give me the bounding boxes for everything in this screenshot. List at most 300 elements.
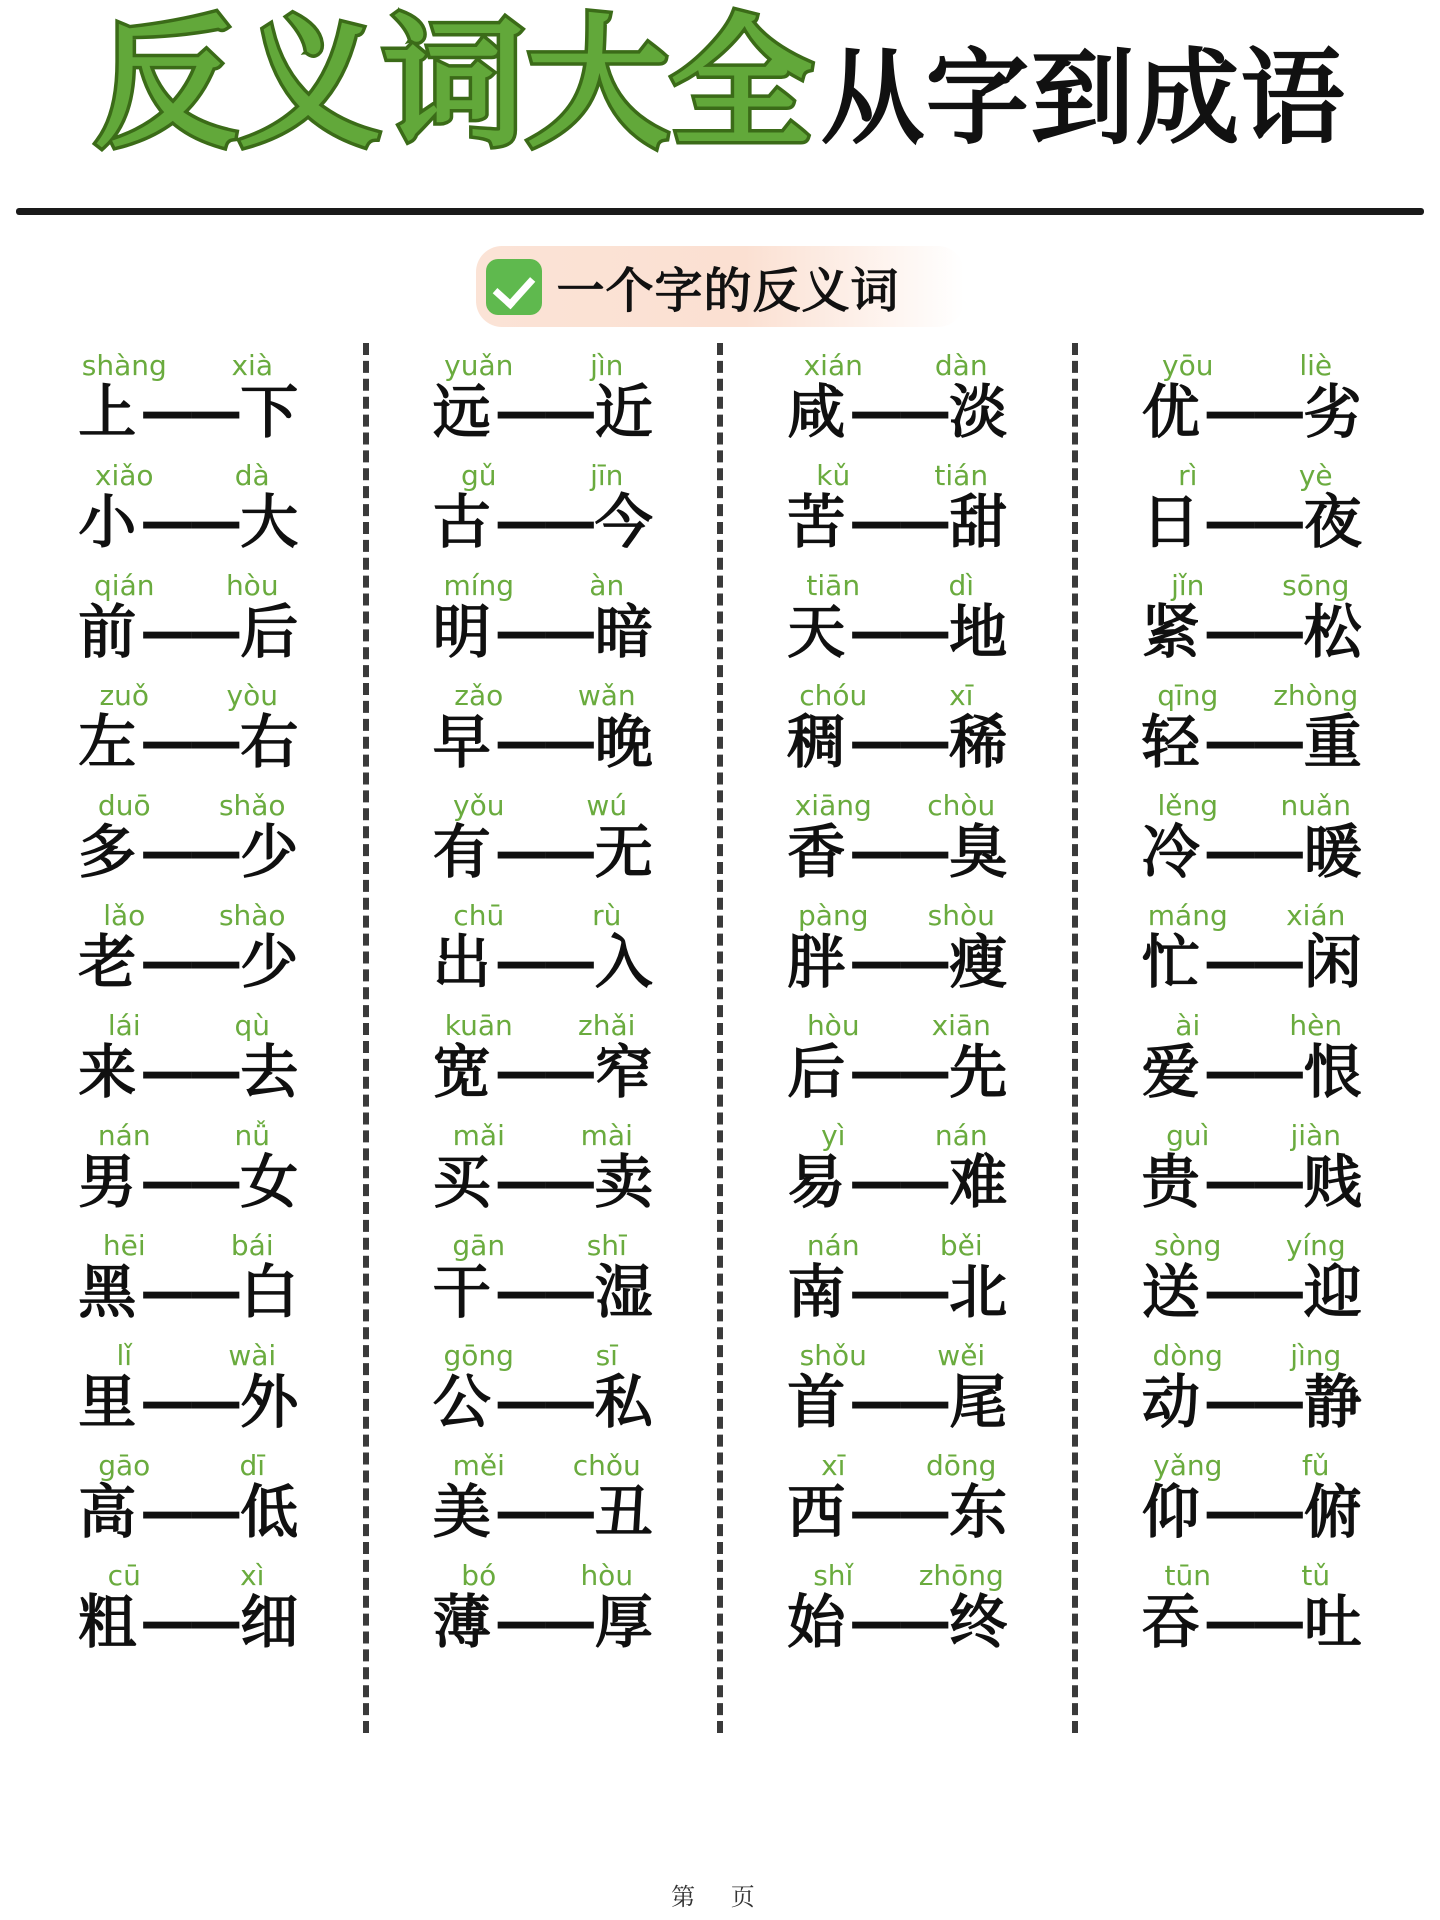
hanzi-row [431,1257,655,1326]
hanzi-right: 暗 [594,597,653,666]
pinyin-right: dì [948,568,975,602]
hanzi-left: 始 [787,1587,846,1656]
hanzi-right: 地 [949,597,1008,666]
antonym-pair [379,1329,708,1439]
pinyin-left: pàng [798,898,869,932]
hanzi-left: 忙 [1141,927,1200,996]
pair-separator: —— [1203,1369,1300,1433]
antonym-pair [24,449,353,559]
hanzi-right: 难 [949,1147,1008,1216]
pair-separator: —— [849,1149,946,1213]
pinyin-left: xiāng [794,788,872,822]
pair-separator: —— [140,1149,237,1213]
hanzi-right: 瘦 [949,927,1008,996]
pair-separator: —— [1203,1479,1300,1543]
hanzi-row [785,1477,1009,1546]
antonym-pair [1088,1439,1417,1549]
antonym-pair [379,889,708,999]
antonym-pair [24,1329,353,1439]
pinyin-right: dà [234,458,270,492]
section-banner-inner [476,246,963,327]
pinyin-right: tián [934,458,989,492]
hanzi-row [431,1367,655,1436]
pair-separator: —— [1203,1589,1300,1653]
pair-separator: —— [1203,929,1300,993]
pair-separator: —— [140,819,237,883]
pinyin-left: cū [107,1558,141,1592]
pinyin-right: shòu [927,898,995,932]
pinyin-row [1088,1336,1417,1370]
hanzi-left: 宽 [432,1037,491,1106]
hanzi-row [1140,1367,1364,1436]
pair-separator: —— [849,1039,946,1103]
pinyin-left: xián [803,348,863,382]
hanzi-left: 男 [78,1147,137,1216]
hanzi-row [1140,927,1364,996]
pinyin-right: sōng [1282,568,1350,602]
pair-separator: —— [140,599,237,663]
hanzi-right: 少 [240,817,299,886]
hanzi-row [76,1367,300,1436]
pinyin-right: wú [586,788,628,822]
title-row [14,2,1426,167]
pinyin-left: gǔ [460,458,497,492]
pair-separator: —— [1203,599,1300,663]
pair-separator: —— [494,1589,591,1653]
pair-separator: —— [1203,819,1300,883]
hanzi-row [76,597,300,666]
pinyin-left: yuǎn [444,348,514,382]
hanzi-left: 优 [1141,377,1200,446]
pinyin-right: xì [240,1558,265,1592]
pinyin-left: xī [821,1448,846,1482]
hanzi-left: 古 [432,487,491,556]
pinyin-row [24,1336,353,1370]
pinyin-row [379,786,708,820]
antonym-pair [24,1109,353,1219]
pinyin-left: yì [821,1118,846,1152]
hanzi-left: 仰 [1141,1477,1200,1546]
pair-separator: —— [140,929,237,993]
column-divider [1072,343,1078,1733]
antonym-column-4 [1088,339,1417,1733]
pinyin-row [1088,896,1417,930]
hanzi-left: 吞 [1141,1587,1200,1656]
hanzi-left: 早 [432,707,491,776]
pinyin-left: chóu [799,678,868,712]
hanzi-left: 买 [432,1147,491,1216]
pinyin-right: shǎo [218,788,286,822]
hanzi-left: 粗 [78,1587,137,1656]
antonym-pair [733,559,1062,669]
pair-separator: —— [140,1039,237,1103]
antonym-pair [1088,1329,1417,1439]
antonym-pair [379,1219,708,1329]
pinyin-right: jīn [590,458,624,492]
pinyin-left: gōng [443,1338,514,1372]
pair-separator: —— [494,599,591,663]
antonym-pair [733,1109,1062,1219]
pinyin-right: yòu [226,678,278,712]
pinyin-row [733,1446,1062,1480]
pair-separator: —— [494,1039,591,1103]
pinyin-row [24,1446,353,1480]
pinyin-right: nǚ [234,1118,270,1152]
hanzi-right: 去 [240,1037,299,1106]
hanzi-left: 苦 [787,487,846,556]
hanzi-row [785,1037,1009,1106]
hanzi-left: 美 [432,1477,491,1546]
pair-separator: —— [140,709,237,773]
title-block [14,0,1426,224]
pinyin-left: sòng [1154,1228,1222,1262]
hanzi-row [785,1147,1009,1216]
hanzi-left: 多 [78,817,137,886]
hanzi-left: 高 [78,1477,137,1546]
hanzi-row [785,927,1009,996]
antonym-pair [733,669,1062,779]
antonym-pair [379,559,708,669]
pinyin-row [733,1006,1062,1040]
hanzi-left: 前 [78,597,137,666]
pinyin-right: wǎn [577,678,636,712]
antonym-pair [733,449,1062,559]
pair-separator: —— [849,1259,946,1323]
antonym-pair [24,1549,353,1659]
pinyin-row [379,566,708,600]
hanzi-right: 下 [240,377,299,446]
pair-separator: —— [494,709,591,773]
pinyin-row [1088,676,1417,710]
pinyin-left: xiǎo [94,458,154,492]
hanzi-left: 首 [787,1367,846,1436]
pinyin-left: duō [97,788,151,822]
hanzi-left: 动 [1141,1367,1200,1436]
antonym-pair [733,999,1062,1109]
pinyin-left: gāo [98,1448,151,1482]
antonym-pair [1088,779,1417,889]
hanzi-right: 白 [240,1257,299,1326]
pinyin-row [1088,786,1417,820]
hanzi-right: 暖 [1303,817,1362,886]
pinyin-row [379,1116,708,1150]
pinyin-row [24,676,353,710]
antonym-pair [24,669,353,779]
hanzi-row [76,707,300,776]
hanzi-row [1140,817,1364,886]
pinyin-left: qīng [1157,678,1219,712]
pinyin-row [733,1116,1062,1150]
hanzi-row [1140,1037,1364,1106]
hanzi-right: 静 [1303,1367,1362,1436]
antonym-pair [1088,449,1417,559]
hanzi-row [785,1257,1009,1326]
hanzi-row [76,487,300,556]
hanzi-left: 干 [432,1257,491,1326]
pinyin-left: zuǒ [99,678,150,712]
pair-separator: —— [140,379,237,443]
pinyin-left: qián [94,568,155,602]
hanzi-left: 左 [78,707,137,776]
pinyin-left: lǐ [116,1338,133,1372]
pair-separator: —— [849,1479,946,1543]
pair-separator: —— [1203,1259,1300,1323]
column-divider [363,343,369,1733]
hanzi-row [431,1587,655,1656]
hanzi-row [431,487,655,556]
pair-separator: —— [1203,1039,1300,1103]
pinyin-row [1088,456,1417,490]
pinyin-left: rì [1178,458,1198,492]
pinyin-left: bó [461,1558,497,1592]
check-icon [486,259,542,315]
pinyin-right: xiān [931,1008,991,1042]
hanzi-left: 日 [1141,487,1200,556]
hanzi-row [76,377,300,446]
pinyin-row [379,1446,708,1480]
pinyin-row [1088,1006,1417,1040]
antonym-pair [379,779,708,889]
page-subtitle: 从字到成语 [820,37,1346,159]
pair-separator: —— [494,489,591,553]
hanzi-row [785,597,1009,666]
hanzi-right: 无 [594,817,653,886]
hanzi-row [785,817,1009,886]
hanzi-left: 薄 [432,1587,491,1656]
pair-separator: —— [140,1479,237,1543]
hanzi-right: 吐 [1303,1587,1362,1656]
antonym-pair [1088,1549,1417,1659]
pair-separator: —— [494,1369,591,1433]
hanzi-left: 西 [787,1477,846,1546]
antonym-pair [733,1439,1062,1549]
pinyin-right: yíng [1285,1228,1346,1262]
pinyin-left: dòng [1152,1338,1223,1372]
pinyin-left: ài [1175,1008,1201,1042]
hanzi-row [76,1257,300,1326]
hanzi-left: 有 [432,817,491,886]
hanzi-row [431,1477,655,1546]
antonym-pair [379,999,708,1109]
pinyin-right: sī [595,1338,618,1372]
hanzi-left: 轻 [1141,707,1200,776]
pinyin-right: fǔ [1301,1448,1330,1482]
pinyin-row [733,1336,1062,1370]
antonym-pair [379,1439,708,1549]
antonym-pair [24,339,353,449]
hanzi-right: 大 [240,487,299,556]
antonym-pair [733,889,1062,999]
hanzi-row [431,817,655,886]
pinyin-right: zhōng [918,1558,1004,1592]
antonym-column-3 [733,339,1062,1733]
pair-separator: —— [140,1589,237,1653]
pinyin-right: hòu [580,1558,634,1592]
pair-separator: —— [849,599,946,663]
hanzi-right: 丑 [594,1477,653,1546]
hanzi-row [1140,1477,1364,1546]
pinyin-row [24,566,353,600]
pinyin-right: nuǎn [1280,788,1351,822]
hanzi-right: 厚 [594,1587,653,1656]
hanzi-row [431,597,655,666]
hanzi-right: 晚 [594,707,653,776]
pinyin-right: yè [1298,458,1333,492]
hanzi-left: 香 [787,817,846,886]
page-footer: 第 页 [671,1883,769,1911]
hanzi-row [76,1587,300,1656]
hanzi-right: 东 [949,1477,1008,1546]
pinyin-row [24,1116,353,1150]
hanzi-left: 出 [432,927,491,996]
hanzi-left: 公 [432,1367,491,1436]
hanzi-row [76,1037,300,1106]
pinyin-right: liè [1299,348,1333,382]
pinyin-row [733,566,1062,600]
hanzi-right: 低 [240,1477,299,1546]
antonym-pair [1088,339,1417,449]
pair-separator: —— [494,379,591,443]
pinyin-row [733,1226,1062,1260]
pair-separator: —— [494,1259,591,1323]
pinyin-row [733,676,1062,710]
pair-separator: —— [1203,379,1300,443]
hanzi-right: 后 [240,597,299,666]
antonym-column-2 [379,339,708,1733]
pinyin-row [733,346,1062,380]
pair-separator: —— [494,1149,591,1213]
antonym-pair [24,1219,353,1329]
hanzi-right: 先 [949,1037,1008,1106]
hanzi-left: 咸 [787,377,846,446]
hanzi-right: 北 [949,1257,1008,1326]
hanzi-left: 爱 [1141,1037,1200,1106]
pinyin-left: shǒu [799,1338,867,1372]
antonym-pair [24,999,353,1109]
antonym-pair [24,1439,353,1549]
pinyin-row [1088,566,1417,600]
pinyin-row [379,1556,708,1590]
hanzi-right: 尾 [949,1367,1008,1436]
hanzi-right: 私 [594,1367,653,1436]
hanzi-row [785,377,1009,446]
hanzi-row [76,1147,300,1216]
pinyin-left: yōu [1162,348,1214,382]
pinyin-left: lái [107,1008,141,1042]
hanzi-right: 卖 [594,1147,653,1216]
hanzi-row [1140,1147,1364,1216]
pinyin-left: nán [97,1118,151,1152]
hanzi-left: 来 [78,1037,137,1106]
pinyin-row [733,786,1062,820]
pinyin-right: hèn [1289,1008,1343,1042]
hanzi-left: 黑 [78,1257,137,1326]
antonym-pair [1088,1109,1417,1219]
pair-separator: —— [849,489,946,553]
pinyin-left: míng [443,568,515,602]
hanzi-row [1140,377,1364,446]
hanzi-row [431,707,655,776]
hanzi-left: 后 [787,1037,846,1106]
hanzi-right: 淡 [949,377,1008,446]
antonym-pair [1088,999,1417,1109]
antonym-column-1 [24,339,353,1733]
hanzi-right: 今 [594,487,653,556]
pinyin-row [379,346,708,380]
hanzi-row [785,1587,1009,1656]
pinyin-row [1088,1226,1417,1260]
pinyin-row [24,1006,353,1040]
pinyin-left: hòu [806,1008,860,1042]
hanzi-right: 窄 [594,1037,653,1106]
pair-separator: —— [140,489,237,553]
pinyin-right: nán [934,1118,988,1152]
hanzi-row [1140,1257,1364,1326]
hanzi-left: 送 [1141,1257,1200,1326]
pinyin-right: dàn [934,348,988,382]
pinyin-right: xī [949,678,974,712]
pinyin-row [24,346,353,380]
antonym-pair [733,1549,1062,1659]
hanzi-row [785,707,1009,776]
pinyin-right: jìng [1290,1338,1342,1372]
hanzi-right: 终 [949,1587,1008,1656]
pair-separator: —— [849,1589,946,1653]
pinyin-right: chǒu [572,1448,641,1482]
pinyin-row [733,456,1062,490]
hanzi-left: 小 [78,487,137,556]
pinyin-row [1088,1116,1417,1150]
hanzi-row [785,1367,1009,1436]
pinyin-left: jǐn [1171,568,1205,602]
hanzi-right: 俯 [1303,1477,1362,1546]
pinyin-right: shī [586,1228,627,1262]
hanzi-left: 胖 [787,927,846,996]
hanzi-left: 里 [78,1367,137,1436]
hanzi-row [431,927,655,996]
section-banner [14,246,1426,327]
pinyin-left: hēi [102,1228,146,1262]
pair-separator: —— [494,929,591,993]
pinyin-row [1088,1446,1417,1480]
antonym-pair [1088,1219,1417,1329]
pinyin-right: tǔ [1301,1558,1331,1592]
pinyin-right: bái [230,1228,274,1262]
pinyin-right: chòu [927,788,996,822]
pinyin-row [379,1226,708,1260]
pinyin-left: shǐ [813,1558,854,1592]
pinyin-right: xià [231,348,273,382]
hanzi-right: 恨 [1303,1037,1362,1106]
antonym-pair [379,669,708,779]
antonym-pair [24,559,353,669]
pair-separator: —— [494,1479,591,1543]
pinyin-row [379,1336,708,1370]
hanzi-row [785,487,1009,556]
column-divider [717,343,723,1733]
antonym-pair [1088,889,1417,999]
pair-separator: —— [849,819,946,883]
hanzi-right: 右 [240,707,299,776]
hanzi-right: 臭 [949,817,1008,886]
pinyin-row [379,1006,708,1040]
pinyin-left: lěng [1157,788,1219,822]
pinyin-right: xián [1286,898,1346,932]
pinyin-right: qù [234,1008,271,1042]
pair-separator: —— [849,709,946,773]
pinyin-right: rù [592,898,622,932]
pinyin-right: běi [939,1228,983,1262]
